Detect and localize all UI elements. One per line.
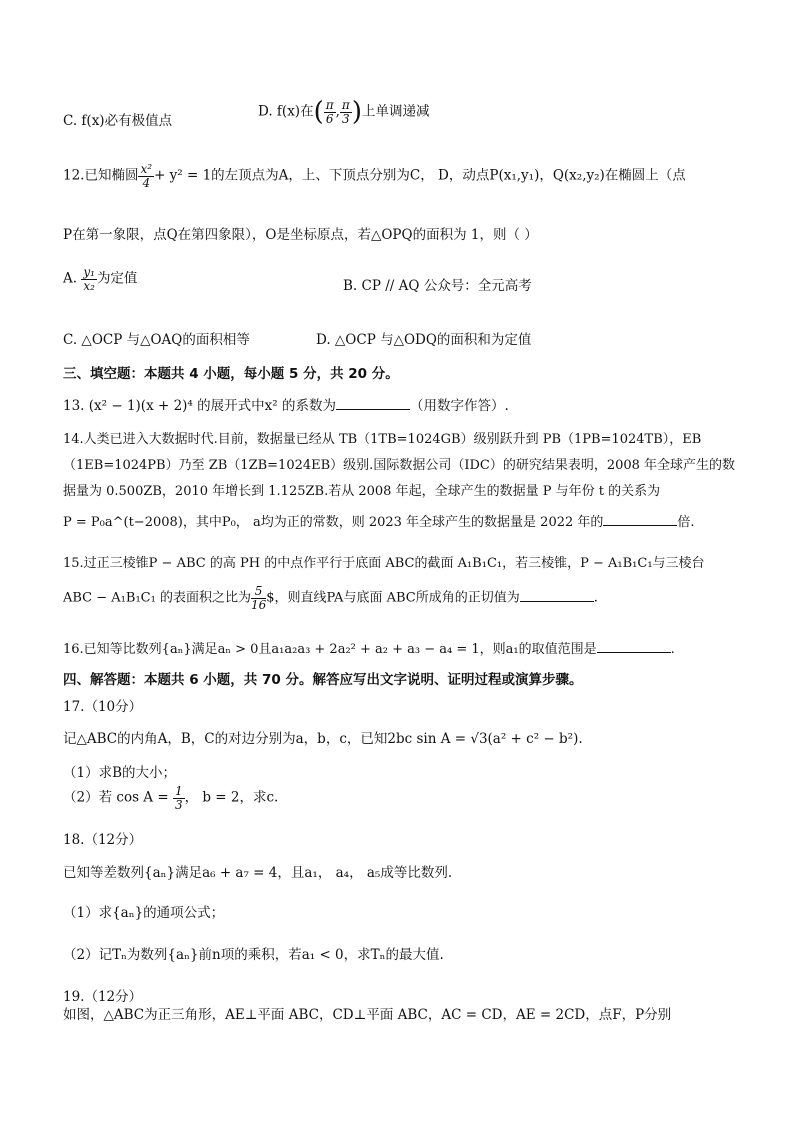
q12-option-b: B. CP // AQ 公众号：全元高考: [343, 278, 532, 294]
q16: 16.已知等比数列{aₙ}满足aₙ > 0且a₁a₂a₃ + 2a₂² + a₂ + a₃ − a₄ = 1，则a₁的取值范围是 .: [63, 642, 675, 657]
q18-head: 18.（12分）: [63, 832, 143, 848]
q11-option-c: C. f(x)必有极值点: [63, 113, 173, 129]
q15-line-2: ABC − A₁B₁C₁ 的表面积之比为 $\frac{5}{16}$ $，则直线PA与底面 ABC所成角的正切值为 .: [63, 584, 598, 612]
q11-option-d-pre: D. f(x)在: [258, 103, 314, 120]
q12-line-1: 12.已知椭圆 $\frac{\text{x²}}{4}$ + y² = 1的左顶点为A，上、下顶点分别为C， D，动点P(x₁,y₁)，Q(x₂,y₂)在椭圆上（点: [63, 162, 686, 190]
q12-option-d: D. △OCP 与△ODQ的面积和为定值: [316, 332, 532, 348]
q19-head: 19.（12分）: [63, 989, 143, 1005]
q18-part-2: （2）记Tₙ为数列{aₙ}前n项的乘积，若a₁ < 0，求Tₙ的最大值.: [63, 947, 444, 963]
q17-cos-frac: $\frac{1}{3}$: [174, 784, 183, 812]
q15-line-1: 15.过正三棱锥P − ABC 的高 PH 的中点作平行于底面 ABC的截面 A₁B₁C₁，若三棱锥，P − A₁B₁C₁与三棱台: [63, 556, 705, 571]
q15-answer-blank: [520, 589, 594, 602]
section-4-heading: 四、解答题：本题共 6 小题，共 70 分。解答应写出文字说明、证明过程或演算步骤。: [63, 672, 583, 688]
q17-head: 17.（10分）: [63, 699, 143, 715]
q11-frac-2: $\frac{\pi}{3}$: [341, 97, 350, 126]
q12-line-2: P在第一象限，点Q在第四象限），O是坐标原点，若△OPQ的面积为 1，则（ ）: [63, 227, 538, 243]
section-3-heading: 三、填空题：本题共 4 小题，每小题 5 分，共 20 分。: [63, 366, 399, 382]
q13-answer-blank: [336, 397, 410, 410]
q11-option-d-post: 上单调递减: [361, 103, 430, 120]
q12-option-c: C. △OCP 与△OAQ的面积相等: [63, 332, 250, 348]
q18-part-1: （1）求{aₙ}的通项公式；: [63, 905, 225, 921]
q17-part-1: （1）求B的大小；: [63, 765, 177, 781]
q14-line-2: （1EB=1024PB）乃至 ZB（1ZB=1024EB）级别.国际数据公司（IDC）的研究结果表明，2008 年全球产生的数: [63, 458, 736, 473]
q17-part-2: （2）若 cos A = $\frac{1}{3}$ ， b = 2，求c.: [63, 784, 279, 812]
q18-stem: 已知等差数列{aₙ}满足a₆ + a₇ = 4，且a₁， a₄， a₅成等比数列.: [63, 865, 453, 881]
q14-line-1: 14.人类已进入大数据时代.目前，数据量已经从 TB（1TB=1024GB）级别跃升到 PB（1PB=1024TB），EB: [63, 432, 702, 447]
q17-stem: 记△ABC的内角A，B，C的对边分别为a，b，c，已知2bc sin A = √3(a² + c² − b²).: [63, 731, 583, 747]
q12-option-a-frac: $\frac{\text{y₁}}{\text{x₂}}$: [83, 265, 95, 293]
q14-line-4: P = P₀a^(t−2008)，其中P₀， a均为正的常数，则 2023 年全球产生的数据量是 2022 年的 倍.: [63, 515, 695, 530]
q12-ellipse-frac: $\frac{\text{x²}}{4}$: [140, 162, 153, 190]
q12-option-a: A. $\frac{\text{y₁}}{\text{x₂}}$ 为定值: [63, 265, 138, 293]
q11-option-d: D. f(x)在( $\frac{\pi}{6}$ , $\frac{\pi}{3}$ )上单调递减: [258, 97, 430, 127]
q16-answer-blank: [597, 640, 671, 653]
q15-ratio-frac: $\frac{5}{16}$: [250, 584, 267, 612]
q14-line-3: 据量为 0.500ZB，2010 年增长到 1.125ZB.若从 2008 年起，全球产生的数据量 P 与年份 t 的关系为: [63, 484, 661, 499]
q11-frac-1: $\frac{\pi}{6}$: [325, 97, 334, 126]
q19-stem: 如图，△ABC为正三角形，AE⊥平面 ABC，CD⊥平面 ABC，AC = CD，AE = 2CD，点F，P分别: [63, 1007, 672, 1023]
q14-answer-blank: [603, 513, 677, 526]
q13: 13. (x² − 1)(x + 2)⁴ 的展开式中x² 的系数为 （用数字作答）.: [63, 398, 509, 414]
